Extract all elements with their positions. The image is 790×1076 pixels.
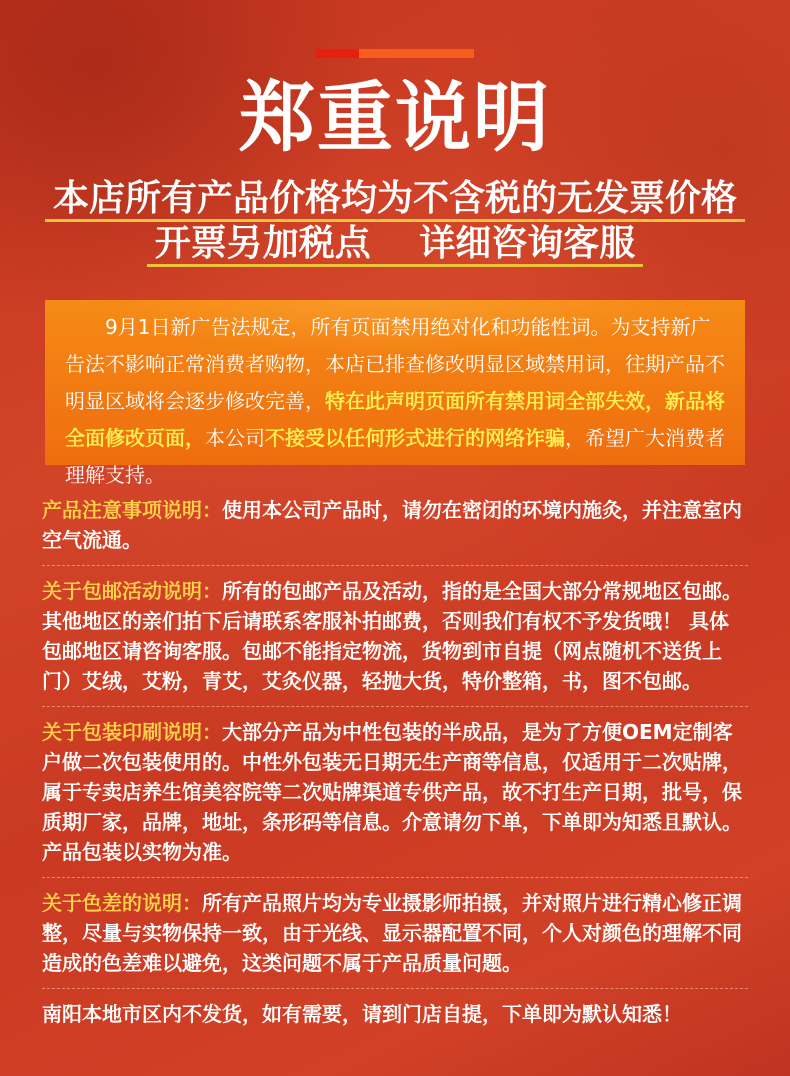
- notice-run-4-highlight: 不接受以任何形式进行的网络诈骗: [265, 426, 565, 450]
- section-free-shipping: [42, 576, 748, 696]
- notice-run-2-highlight: 特在此声明页面所有禁用词全部失效，新品将全面修改页面，: [65, 389, 725, 450]
- section-divider: [42, 988, 748, 989]
- section-packaging-print: [42, 717, 748, 867]
- local-pickup-notice: 南阳本地市区内不发货，如有需要，请到门店自提，下单即为默认知悉！: [42, 1002, 682, 1026]
- section-divider: [42, 565, 748, 566]
- price-notice-line-2: [0, 225, 790, 267]
- section-label: 关于色差的说明：: [42, 891, 202, 915]
- section-label: 产品注意事项说明：: [42, 498, 222, 522]
- price-notice-line-1: [0, 180, 790, 222]
- decorative-accent-bar: [316, 49, 474, 58]
- section-divider: [42, 706, 748, 707]
- notice-run-5: ，希望广大消费者理解支持。: [65, 426, 725, 487]
- notice-run-1: 9月1日新广告法规定，所有页面禁用绝对化和功能性词。为支持新广告法不影响正常消费者购物，本店已排查修改明显区域禁用词，往期产品不明显区域将会逐步修改完善，: [65, 315, 725, 413]
- section-body: 大部分产品为中性包装的半成品，是为了方便OEM定制客户做二次包装使用的。中性外包装无日期无生产商等信息，仅适用于二次贴牌，属于专卖店养生馆美容院等二次贴牌渠道专供产品，故不打生产日期，批号，保质期厂家，品牌，地址，条形码等信息。介意请勿下单，下单即为知悉且默认。产品包装以实物为准。: [42, 720, 742, 864]
- accent-bar-right-segment: [359, 49, 474, 58]
- price-notice-line-1-text: 本店所有产品价格均为不含税的无发票价格: [45, 180, 745, 222]
- section-label: 关于包装印刷说明：: [42, 720, 222, 744]
- section-body: 所有产品照片均为专业摄影师拍摄，并对照片进行精心修正调整，尽量与实物保持一致，由于光线、显示器配置不同，个人对颜色的理解不同造成的色差难以避免，这类问题不属于产品质量问题。: [42, 891, 742, 975]
- section-body: 所有的包邮产品及活动，指的是全国大部分常规地区包邮。其他地区的亲们拍下后请联系客服补拍邮费，否则我们有权不予发货哦！ 具体包邮地区请咨询客服。包邮不能指定物流，货物到市自提（网点随机不送货上门）艾绒，艾粉，青艾，艾灸仪器，轻抛大货，特价整箱，书，图不包邮。: [42, 579, 742, 693]
- page-title: 郑重说明: [239, 73, 551, 162]
- price-notice-subtitle: [0, 180, 790, 267]
- section-label: 关于包邮活动说明：: [42, 579, 222, 603]
- section-color-difference: [42, 888, 748, 978]
- notice-run-3: 本公司: [205, 426, 265, 450]
- section-divider: [42, 877, 748, 878]
- price-notice-line-2-text: 开票另加税点 详细咨询客服: [147, 225, 644, 267]
- ad-law-notice-paragraph: [65, 309, 725, 494]
- section-product-caution: [42, 495, 748, 555]
- ad-law-notice-box: [45, 300, 745, 487]
- notes-section-list: [42, 495, 748, 1029]
- section-body: 使用本公司产品时，请勿在密闭的环境内施灸，并注意室内空气流通。: [42, 498, 742, 552]
- accent-bar-left-segment: [316, 49, 359, 58]
